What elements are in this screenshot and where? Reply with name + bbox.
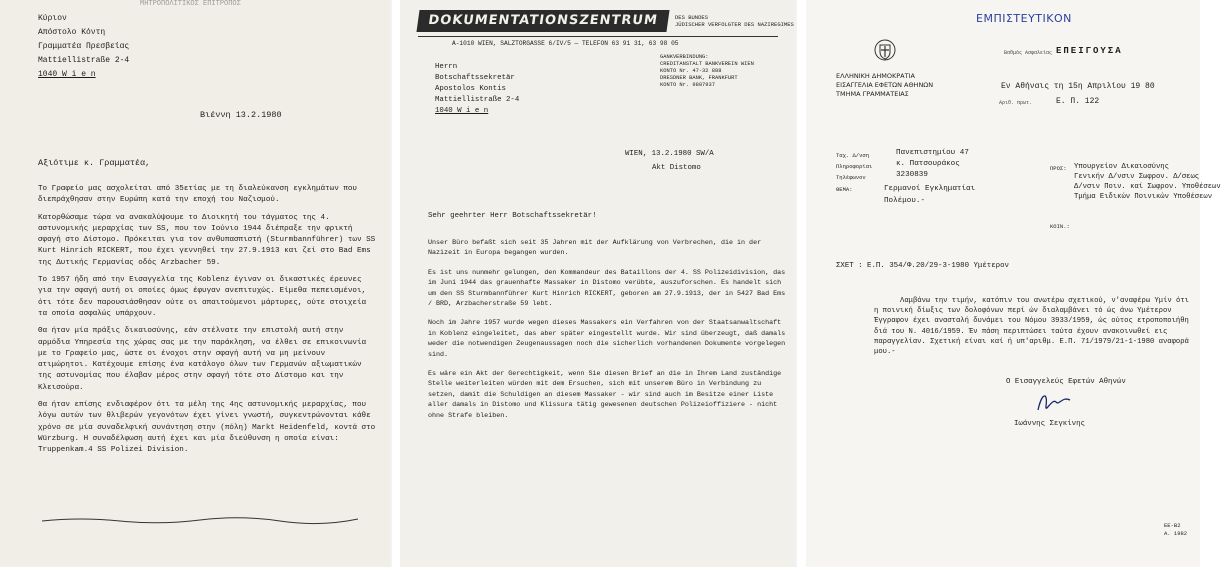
address-line: Κύριον (38, 14, 67, 23)
contact-value: Πανεπιστημίου 47 (896, 149, 969, 157)
bank-line: KONTO Nr. 9807937 (660, 82, 715, 88)
letter-body (38, 184, 378, 463)
bank-line: KONTO Nr. 47-32 888 (660, 68, 722, 74)
paragraph: Κατορθώσαμε τώρα να ανακαλύψουμε το Διοικητή του τάγματος της 4. αστυνομικής μεραρχίας των SS, που τον Ιούνιο 1944 διέπραξε την φρικτή σφαγή στο Δίστομο. Πρόκειται για τον ανθυπασπιστή (Sturmbannführer) των SS Kurt Hinrich RICKERT, που έχει γεννηθεί την 27.9.1913 και ζεί στο Bad Ems της Δυτικής Γερμανίας οδός Arzbacher 59. (38, 213, 376, 267)
recipient-line: Γενικήν Δ/νσιν Σωφρον. Δ/σεως (1074, 173, 1200, 181)
contact-labels (836, 150, 872, 183)
recipient-line: Δ/νσιν Ποιν. καί Σωφρον. Υποθέσεων (1074, 183, 1221, 191)
coat-of-arms-icon (874, 38, 896, 62)
address-line: Apostolos Kontis (435, 85, 506, 93)
form-code-line: Α. 1982 (1164, 530, 1188, 537)
page-gap (390, 0, 392, 567)
page-gap (795, 0, 797, 567)
classification-stamp: ΕΜΠΙΣΤΕΥΤΙΚΟΝ (976, 12, 1072, 25)
form-code (1164, 522, 1187, 538)
address-line: Botschaftssekretär (435, 74, 515, 82)
org-line: ΕΛΛΗΝΙΚΗ ΔΗΜΟΚΡΑΤΙΑ (836, 72, 915, 80)
faded-stamp: ΜΗΤΡΟΠΟΛΙΤΙΚΟΣ ΕΠΙΤΡΟΠΟΣ (140, 0, 241, 8)
letterhead-address: A-1010 WIEN, SALZTORGASSE 6/IV/5 — TELEFON 63 91 31, 63 98 05 (452, 40, 679, 47)
recipient-line: Υπουργείον Δικαιοσύνης (1074, 163, 1169, 171)
contact-value: 3230839 (896, 171, 928, 179)
contact-values (896, 148, 969, 181)
paragraph: Unser Büro befaßt sich seit 35 Jahren mit der Aufklärung von Verbrechen, die in der Nazizeit in Europa begangen wurden. (428, 239, 762, 258)
subtitle-line: DES BUNDES (675, 14, 709, 21)
bank-line: GANKVERBINDUNG: (660, 54, 709, 60)
form-code-line: ΕΕ-Β2 (1164, 522, 1181, 529)
subject-line: Γερμανοί Εγκληματίαι (884, 185, 976, 193)
contact-value: κ. Πατσουράκος (896, 160, 960, 168)
subject (884, 183, 975, 207)
bank-line: CREDITANSTALT BANKVEREIN WIEN (660, 61, 754, 67)
file-reference: Akt Distomo (652, 164, 701, 172)
address-line: Απόστολο Κόντη (38, 28, 106, 37)
subject-line: Πολέμου.- (884, 197, 926, 205)
org-line: ΤΜΗΜΑ ΓΡΑΜΜΑΤΕΙΑΣ (836, 90, 909, 98)
place-date: Εν Αθήναις τη 15η Απριλίου 19 80 (1001, 82, 1155, 91)
address-line: Γραμματέα Πρεσβείας (38, 42, 130, 51)
paragraph: Θα ήταν μία πράξις δικαιοσύνης, εάν στέλνατε την επιστολή αυτή στην αρμόδια Υπηρεσία της χώρας σας με την παράκληση, να έλθει σε επικοινωνία με το Γραφείο μας, ώστε οι ένοχοι στην σφαγή αυτή να μη μείνουν ατιμώρητοι. Κατέχουμε επίσης ένα κατάλογο όλων των Γερμανών αξιωματικών της αστυνομίας που έλαβαν μέρος στην σφαγή τότε στο Δίστομο και την Κλεισούρα. (38, 327, 367, 392)
address-line: 1040 W i e n (38, 70, 96, 79)
paragraph: Θα ήταν επίσης ενδιαφέρον ότι τα μέλη της 4ης αστυνομικής μεραρχίας, που λόγω αυτών των θλιβερών γεγονότων έχει γίνει γνωστή, συγκεντρώνονται κάθε χρόνο σε μία συναδελφική συνάντηση στην (πόλη) Markt Heidenfeld, κοντά στο Würzburg. Η συναδέλφωση αυτή έχει και μία διεύθυνση η οποία είναι: Truppenkam.4 SS Polizei Division. (38, 401, 376, 455)
letter-date: Βιέννη 13.2.1980 (200, 110, 282, 120)
document-page-2 (400, 0, 795, 567)
signer-title: Ο Εισαγγελεύς Εφετών Αθηνών (1006, 378, 1126, 386)
signer-name: Ιωάννης Σεγκίνης (1014, 420, 1085, 428)
letter-date: WIEN, 13.2.1980 SW/A (625, 150, 714, 158)
contact-label: Ταχ. Δ/νση (836, 152, 870, 159)
subtitle-line: JÜDISCHER VERFOLGTER DES NAZIREGIMES (675, 21, 794, 28)
salutation: Sehr geehrter Herr Botschaftssekretär! (428, 212, 597, 220)
handwritten-signature (1034, 388, 1074, 418)
security-degree-label: Βαθμός Ασφαλείας (1004, 50, 1053, 56)
paragraph: Noch im Jahre 1957 wurde wegen dieses Massakers ein Verfahren von der Staatsanwaltschaft in Koblenz eingeleitet, das aber später eingestellt wurde. Wir sind überzeugt, daß damals weder die notwendigen Zeugenaussagen noch die sicherlich vorhandenen Dokumente vorgelegen sind. (428, 319, 786, 359)
security-degree-value: ΕΠΕΙΓΟΥΣΑ (1056, 46, 1123, 56)
address-line: 1040 W i e n (435, 107, 489, 115)
salutation: Αξιότιμε κ. Γραμματέα, (38, 158, 151, 168)
recipient-line: Τμήμα Ειδικών Ποινικών Υποθέσεων (1074, 193, 1213, 201)
address-line: Mattiellistraße 2-4 (38, 56, 130, 65)
paragraph: Το 1957 ήδη από την Εισαγγελία της Koblenz έγιναν οι δικαστικές έρευνες για την σφαγή αυτή οι οποίες όμως έφυγαν ανεπιτυχώς. Είμεθα πεπεισμένοι, ότι τότε δεν παρουσιάσθησαν ούτε οι απαιτούμενοι μάρτυρες, ούτε στοιχεία τα οποία ασφαλώς υπάρχουν. (38, 276, 367, 318)
paragraph: Es wäre ein Akt der Gerechtigkeit, wenn Sie diesen Brief an die in Ihrem Land zuständige Stelle weiterleiten würden mit dem Ersuchen, sich mit unserem Büro in Verbindung zu setzen, damit die Schuldigen an diesem Massaker - wir sind auch im Besitze einer Liste aller damals in Distomo und Klissura tätig gewesenen deutschen Polizeioffiziere - nicht ohne Strafe bleiben. (428, 370, 782, 420)
letterhead-rule (418, 36, 778, 37)
paragraph: Το Γραφείο μας ασχολείται από 35ετίας με τη διαλεύκανση εγκλημάτων που διεπράχθησαν στην Ευρώπη κατά την εποχή του Ναζισμού. (38, 185, 357, 205)
recipient-address (435, 62, 519, 117)
issuing-authority (836, 72, 933, 99)
bank-details (660, 54, 754, 89)
letter-body (428, 238, 788, 430)
subject-label: ΘΕΜΑ: (836, 186, 853, 193)
underline-scribble (40, 516, 360, 524)
to-label: ΠΡΟΣ: (1050, 165, 1067, 172)
paragraph: Es ist uns nunmehr gelungen, den Kommandeur des Bataillons der 4. SS Polizeidivision, das im Juni 1944 das grauenhafte Massaker in Distomo verübte, auszuforschen. Es handelt sich um den SS Sturmbannführer Kurt Hinrich RICKERT, geboren am 27.9.1913, der in 5427 Bad Ems / BRD, Arzbacherstraße 59 lebt. (428, 268, 786, 309)
letterhead-logo: DOKUMENTATIONSZENTRUM (416, 10, 669, 32)
letter-body (874, 296, 1196, 357)
protocol-label: Αριθ. πρωτ. (999, 100, 1033, 106)
copy-label: ΚΟΙΝ.: (1050, 223, 1070, 230)
letterhead-subtitle (675, 14, 794, 28)
paragraph: Λαμβάνω την τιμήν, κατόπιν του ανωτέρω σχετικού, ν'αναφέρω Υμίν ότι η ποινική δίωξις των δολοφόνων περί ών διαλαμβάνει τό ώς άνω Υμέτερον Έγγραφον έχει ανασταλή δυνάμει του Νόμου 3933/1959, ώς ούτος ετροποποιήθη διά του Ν. 4016/1959. Έν πάση περιπτώσει ταύτα έχουν ανακοινωθεί εις παραγγελίαν. Σχετική είναι καί ή υπ'αριθμ. Ε.Π. 71/1979/21-1-1980 αναφορά μου.- (874, 297, 1189, 357)
document-page-1 (0, 0, 390, 567)
bank-line: DRESDNER BANK, FRANKFURT (660, 75, 738, 81)
contact-label: Τηλέφωνον (836, 174, 866, 181)
document-page-3 (806, 0, 1221, 567)
recipient-lines (1074, 162, 1221, 202)
recipient-address (38, 12, 278, 82)
org-line: ΕΙΣΑΓΓΕΛΙΑ ΕΦΕΤΩΝ ΑΘΗΝΩΝ (836, 81, 934, 89)
address-line: Mattiellistraße 2-4 (435, 96, 520, 104)
reference-line: ΣΧΕΤ : Ε.Π. 354/Φ.20/29-3-1980 Υμέτερον (836, 262, 1009, 270)
address-line: Herrn (435, 63, 458, 71)
protocol-number: Ε. Π. 122 (1056, 97, 1100, 106)
contact-label: Πληροφορίαι (836, 163, 873, 170)
